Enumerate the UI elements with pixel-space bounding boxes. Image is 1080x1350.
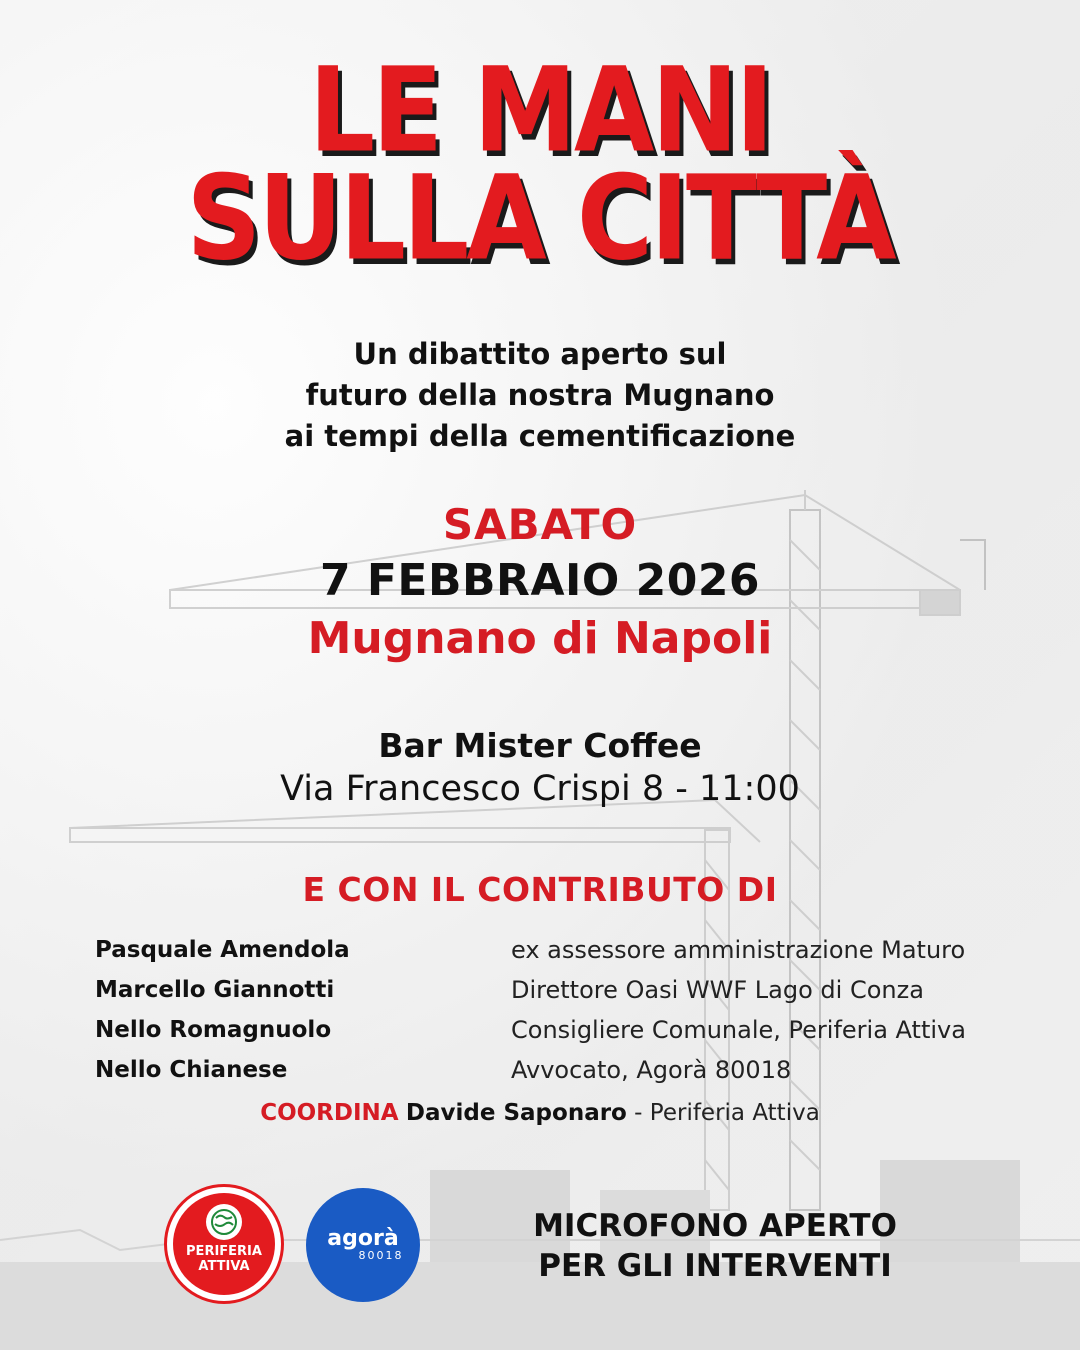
- speaker-name: Marcello Giannotti: [95, 977, 335, 1003]
- coordinator-name: Davide Saponaro: [405, 1100, 627, 1126]
- open-mic-notice: [470, 1206, 960, 1286]
- title-line-2: SULLA CITTÀ: [186, 149, 894, 287]
- speaker-row: [95, 930, 1035, 970]
- open-mic-line-2: PER GLI INTERVENTI: [538, 1248, 892, 1284]
- open-mic-line-1: MICROFONO APERTO: [533, 1208, 897, 1244]
- speaker-role: Consigliere Comunale, Periferia Attiva: [511, 1016, 966, 1044]
- subtitle-line-2: futuro della nostra Mugnano: [305, 378, 775, 412]
- contributors-heading: E CON IL CONTRIBUTO DI: [302, 870, 778, 909]
- speaker-name: Nello Chianese: [95, 1057, 288, 1083]
- event-city: Mugnano di Napoli: [307, 613, 773, 664]
- speaker-name: Pasquale Amendola: [95, 937, 350, 963]
- coordinator-label: COORDINA: [260, 1100, 399, 1126]
- agora-logo: [306, 1188, 420, 1302]
- event-venue: Bar Mister Coffee: [378, 726, 702, 765]
- subtitle: [0, 334, 1080, 457]
- subtitle-line-3: ai tempi della cementificazione: [284, 419, 796, 453]
- periferia-attiva-logo: [164, 1184, 284, 1304]
- subtitle-line-1: Un dibattito aperto sul: [353, 337, 727, 371]
- speaker-list: [95, 930, 1035, 1090]
- title-line-1: LE MANI: [308, 41, 772, 179]
- speaker-role: Direttore Oasi WWF Lago di Conza: [511, 976, 924, 1004]
- agora-logo-name: agorà: [327, 1226, 399, 1251]
- speaker-role: Avvocato, Agorà 80018: [511, 1056, 792, 1084]
- event-date: 7 FEBBRAIO 2026: [319, 555, 761, 606]
- speaker-row: [95, 1050, 1035, 1090]
- speaker-role: ex assessore amministrazione Maturo: [511, 936, 966, 964]
- agora-logo-code: 80018: [358, 1249, 404, 1262]
- coordinator-affiliation: - Periferia Attiva: [634, 1100, 820, 1126]
- speaker-row: [95, 970, 1035, 1010]
- event-address: Via Francesco Crispi 8 - 11:00: [280, 769, 800, 809]
- coordinator-line: [0, 1100, 1080, 1126]
- periferia-logo-line-1: PERIFERIA: [186, 1244, 262, 1259]
- event-day: SABATO: [442, 500, 638, 549]
- periferia-logo-line-2: ATTIVA: [198, 1259, 250, 1274]
- speaker-name: Nello Romagnuolo: [95, 1017, 332, 1043]
- globe-icon: [206, 1204, 242, 1240]
- speaker-row: [95, 1010, 1035, 1050]
